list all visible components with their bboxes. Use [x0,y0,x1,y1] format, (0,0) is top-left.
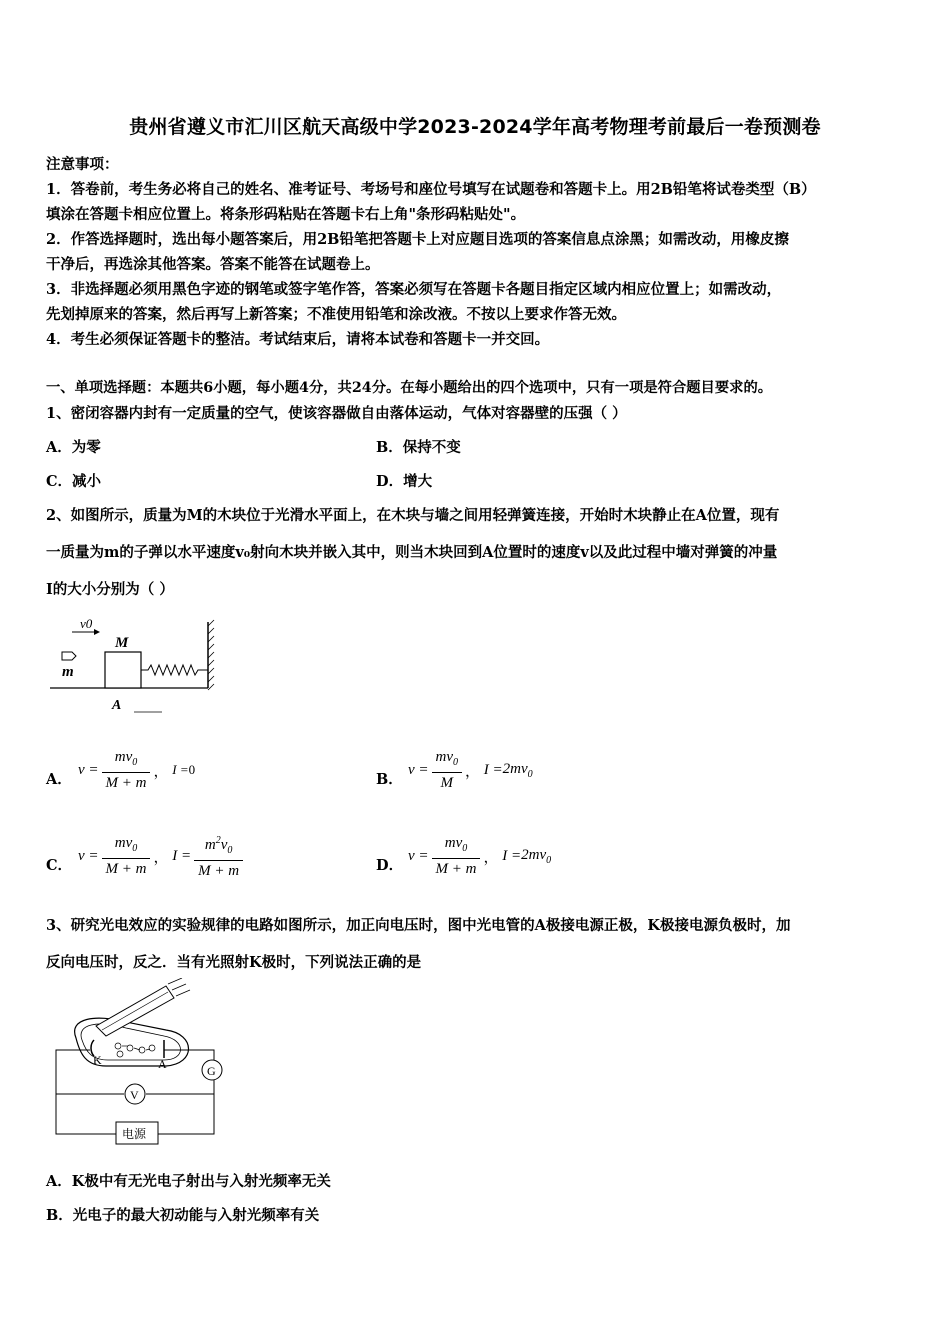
fraction: $\frac{mv_0}{M + m}$ [102,748,151,793]
q1-option-a: A．为零 [46,439,101,456]
notice-line: 填涂在答题卡相应位置上。将条形码粘贴在答题卡右上角"条形码粘贴处"。 [46,206,526,223]
bullet-label: m [62,664,74,680]
cathode-label: K [93,1053,102,1067]
page-title: 贵州省遵义市汇川区航天高级中学2023-2024学年高考物理考前最后一卷预测卷 [129,116,821,138]
galvanometer-label: G [207,1064,216,1078]
v-symbol: v = [78,761,99,778]
question-3-line: 反向电压时，反之．当有光照射K极时，下列说法正确的是 [46,954,422,971]
notice-line: 2．作答选择题时，选出每小题答案后，用2B铅笔把答题卡上对应题目选项的答案信息点涂黑；如需改动，用橡皮擦 [46,231,789,248]
power-source-label: 电源 [122,1127,147,1141]
notice-line: 1．答卷前，考生务必将自己的姓名、准考证号、考场号和座位号填写在试题卷和答题卡上。用2B铅笔将试卷类型（B） [46,181,816,198]
question-2-line: I的大小分别为（ ） [46,581,174,598]
notice-line: 3．非选择题必须用黑色字迹的钢笔或签字笔作答，答案必须写在答题卡各题目指定区域内相应位置上；如需改动， [46,281,782,298]
photoelectric-circuit-diagram [46,978,231,1148]
spring-block-diagram [50,612,225,720]
voltmeter-label: V [130,1088,139,1102]
option-label: A． [46,771,72,788]
v0-label: v0 [80,616,93,631]
anode-label: A [158,1057,167,1071]
question-2-line: 2、如图所示，质量为M的木块位于光滑水平面上，在木块与墙之间用轻弹簧连接，开始时木块静止在A位置，现有 [46,507,780,524]
q1-option-d: D．增大 [376,473,433,490]
option-label: B． [376,771,403,788]
option-label: C． [46,857,73,874]
question-1-stem: 1、密闭容器内封有一定质量的空气，使该容器做自由落体运动，气体对容器壁的压强（ ） [46,405,627,422]
question-2-line: 一质量为m的子弹以水平速度v₀射向木块并嵌入其中，则当木块回到A位置时的速度v以及此过程中墙对弹簧的冲量 [46,544,778,561]
block-label: M [115,635,129,651]
position-a-label: A [112,698,122,713]
notice-line: 先划掉原来的答案，然后再写上新答案；不准使用铅笔和涂改液。不按以上要求作答无效。 [46,306,626,323]
notice-line: 4．考生必须保证答题卡的整洁。考试结束后，请将本试卷和答题卡一并交回。 [46,331,550,348]
q3-option-a: A．K极中有无光电子射出与入射光频率无关 [46,1173,331,1190]
q1-option-c: C．减小 [46,473,102,490]
q1-option-b: B．保持不变 [376,439,461,456]
notice-line: 干净后，再选涂其他答案。答案不能答在试题卷上。 [46,256,380,273]
option-label: D． [376,857,404,874]
q3-option-b: B．光电子的最大初动能与入射光频率有关 [46,1207,320,1224]
section-heading: 一、单项选择题：本题共6小题，每小题4分，共24分。在每小题给出的四个选项中，只有一项是符合题目要求的。 [46,380,773,396]
question-3-line: 3、研究光电效应的实验规律的电路如图所示，加正向电压时，图中光电管的A极接电源正极，K极接电源负极时，加 [46,917,791,934]
notice-heading: 注意事项： [46,156,119,173]
